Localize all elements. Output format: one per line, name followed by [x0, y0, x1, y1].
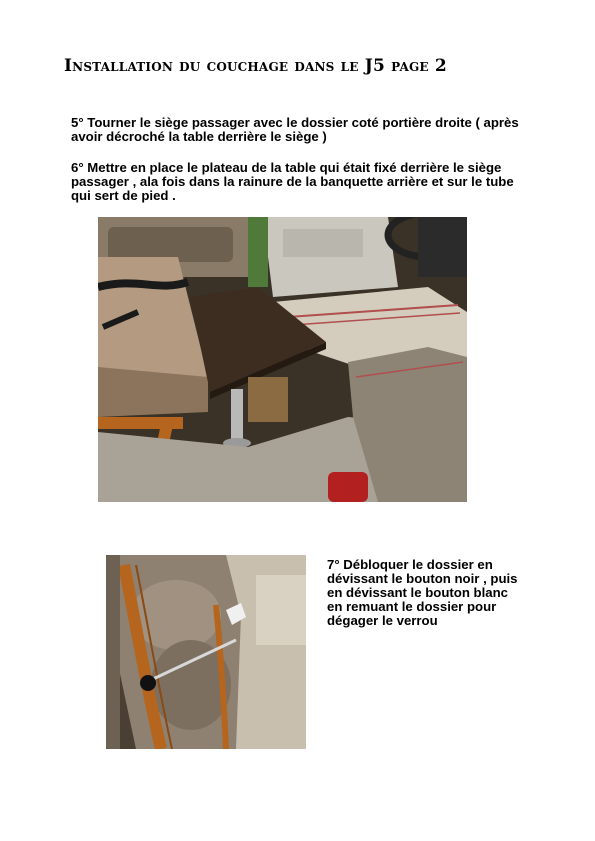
photo-table-installed — [98, 217, 467, 502]
step-5-text: 5° Tourner le siège passager avec le dossier coté portière droite ( après avoir décroché la table derrière le siège ) — [71, 115, 519, 144]
step-7-text: 7° Débloquer le dossier en dévissant le bouton noir , puis en dévissant le bouton blanc en remuant le dossier pour dégager le verrou — [327, 557, 518, 628]
photo-backrest-knobs — [106, 555, 306, 749]
page-title: Installation du couchage dans le J5 page 2 — [64, 56, 447, 76]
step-6-text: 6° Mettre en place le plateau de la table qui était fixé derrière le siège passager , ala fois dans la rainure de la banquette arrière et sur le tube qui sert de pied . — [71, 160, 514, 203]
